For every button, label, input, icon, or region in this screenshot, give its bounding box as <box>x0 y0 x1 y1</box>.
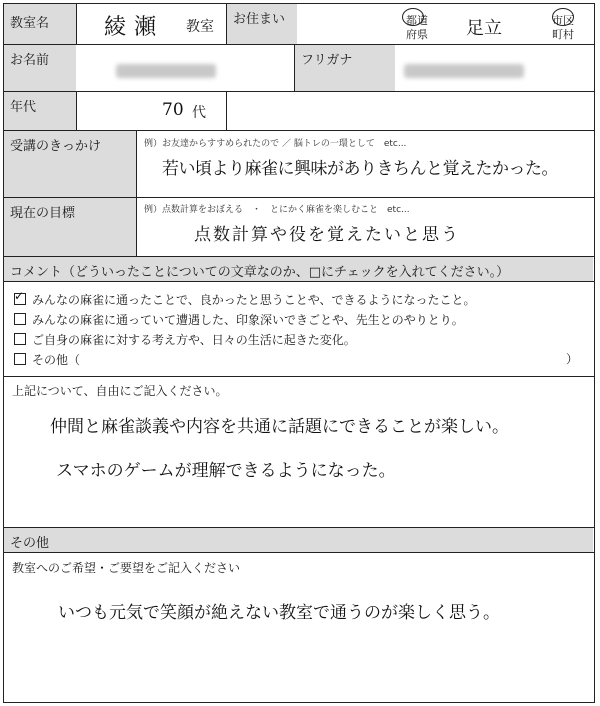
motivation-answer: 若い頃より麻雀に興味がありきちんと覚えたかった。 <box>162 159 558 179</box>
survey-form <box>3 3 595 703</box>
motivation-label: 受講のきっかけ <box>4 131 136 197</box>
furigana-label: フリガナ <box>295 45 395 91</box>
city-top: 市区 <box>552 14 574 27</box>
comment-option-3[interactable] <box>14 331 356 348</box>
address-label: お住まい <box>227 4 297 44</box>
comment-option-4[interactable] <box>14 351 80 368</box>
request-label: 教室へのご希望・ご要望をご記入ください <box>12 561 241 575</box>
goal-answer: 点数計算や役を覚えたいと思う <box>194 225 460 245</box>
checkbox[interactable] <box>14 333 26 345</box>
age-suffix: 代 <box>192 105 206 121</box>
option-text: その他（ <box>32 353 81 367</box>
name-label: お名前 <box>4 45 76 91</box>
checkbox[interactable] <box>14 313 26 325</box>
option-text: ご自身の麻雀に対する考え方や、日々の生活に起きた変化。 <box>32 333 356 347</box>
free-text-line-2: スマホのゲームが理解できるようになった。 <box>56 461 396 481</box>
comment-option-2[interactable] <box>14 311 464 328</box>
comment-label: コメント（どういったことについての文章なのか、□にチェックを入れてください。） <box>4 257 593 281</box>
request-answer: いつも元気で笑顔が絶えない教室で通うのが楽しく思う。 <box>58 603 500 623</box>
checkbox-checked[interactable] <box>14 293 26 305</box>
classroom-name: 綾瀬 <box>104 15 165 40</box>
city-bottom: 町村 <box>552 28 574 41</box>
comment-option-1[interactable] <box>14 291 476 308</box>
age-value: 70 <box>162 100 184 120</box>
free-text-label: 上記について、自由にご記入ください。 <box>12 384 228 398</box>
age-label: 年代 <box>4 92 76 130</box>
motivation-hint: 例）お友達からすすめられたので ／ 脳トレの一環として etc... <box>144 139 407 149</box>
other-label: その他 <box>4 528 593 552</box>
name-redacted <box>116 64 216 78</box>
other-close-paren: ） <box>566 352 579 366</box>
classroom-suffix: 教室 <box>186 19 214 35</box>
prefecture-bottom: 府県 <box>406 28 428 41</box>
classroom-label: 教室名 <box>4 4 76 44</box>
goal-label: 現在の目標 <box>4 198 136 256</box>
address-handwritten: 足立 <box>466 18 502 39</box>
prefecture-top: 都道 <box>406 14 428 27</box>
option-text: みんなの麻雀に通っていて遭遇した、印象深いできごとや、先生とのやりとり。 <box>32 313 464 327</box>
checkbox[interactable] <box>14 353 26 365</box>
free-text-line-1: 仲間と麻雀談義や内容を共通に話題にできることが楽しい。 <box>50 417 509 437</box>
furigana-redacted <box>404 64 524 78</box>
option-text: みんなの麻雀に通ったことで、良かったと思うことや、できるようになったこと。 <box>32 293 476 307</box>
goal-hint: 例）点数計算をおぼえる ・ とにかく麻雀を楽しむこと etc... <box>144 205 410 215</box>
